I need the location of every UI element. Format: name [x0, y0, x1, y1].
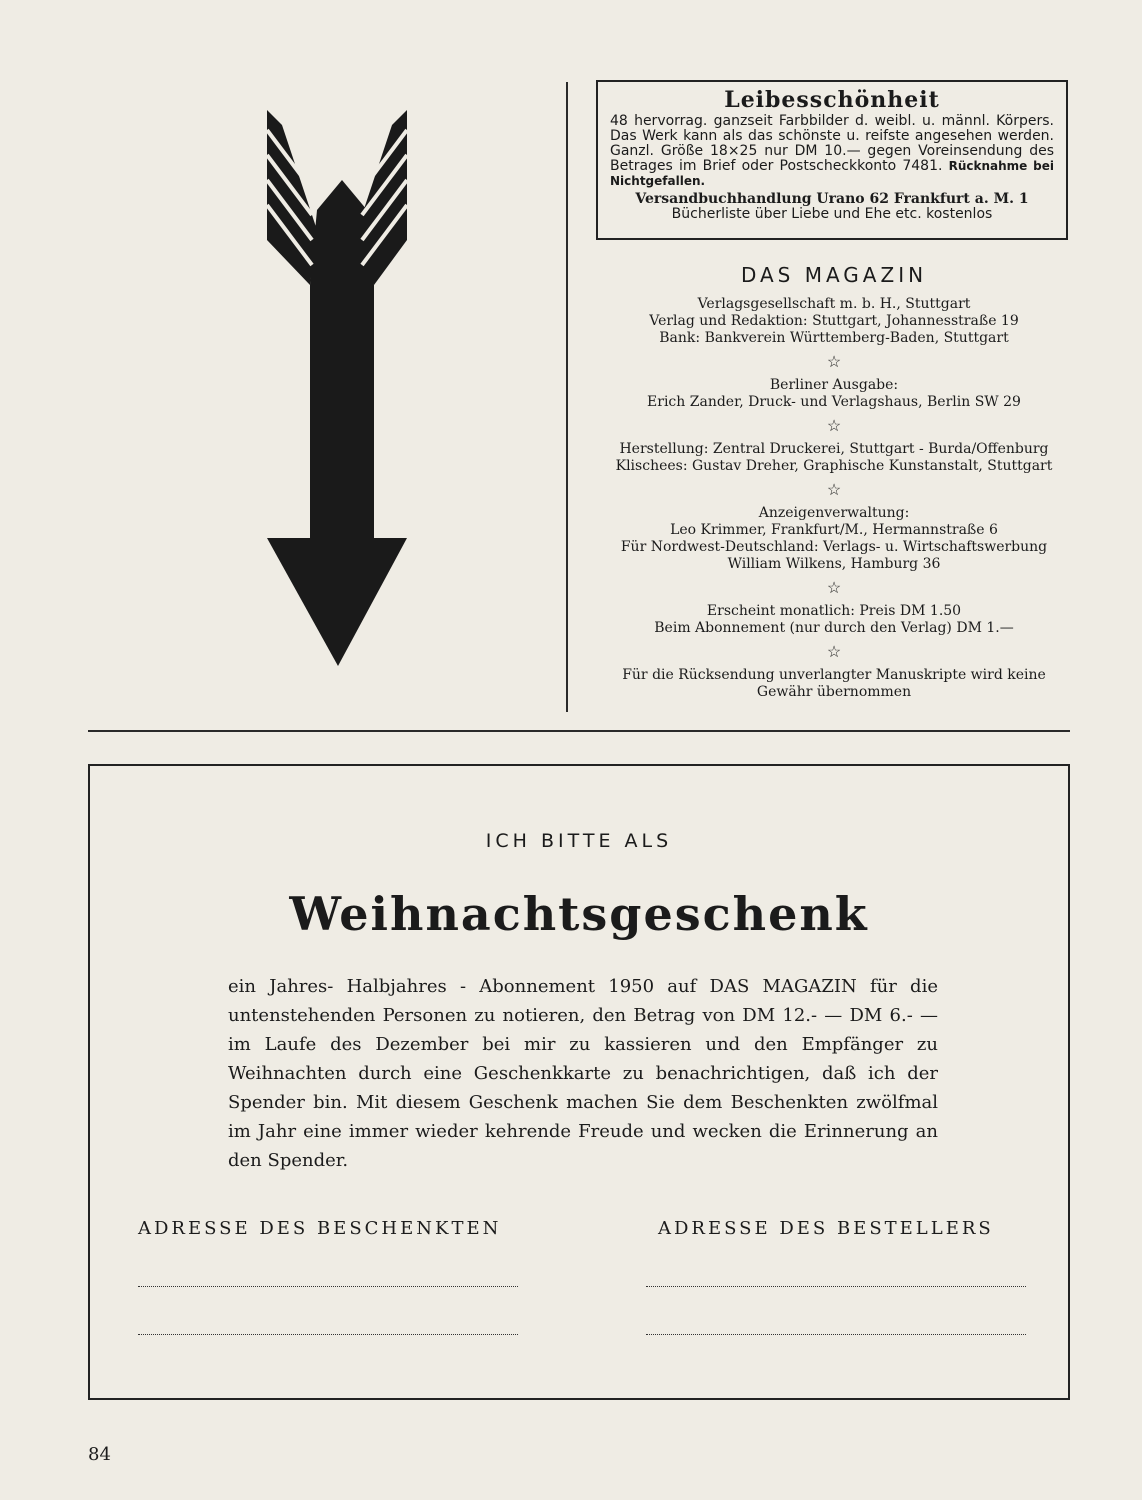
- magazine-title: DAS MAGAZIN: [740, 263, 928, 287]
- publisher-line: Bank: Bankverein Württemberg-Baden, Stuttgart: [659, 330, 1009, 346]
- form-headline: Weihnachtsgeschenk: [289, 887, 869, 941]
- price-line: Beim Abonnement (nur durch den Verlag) DM 1.—: [654, 620, 1014, 636]
- orderer-address-line[interactable]: [646, 1286, 1026, 1287]
- page-number: 84: [88, 1444, 111, 1465]
- production-line: Herstellung: Zentral Druckerei, Stuttgart - Burda/Offenburg: [619, 441, 1049, 457]
- ad-title: Leibesschönheit: [724, 87, 940, 113]
- star-icon: ☆: [826, 578, 842, 597]
- ad-note: Bücherliste über Liebe und Ehe etc. kostenlos: [671, 206, 993, 222]
- star-icon: ☆: [826, 352, 842, 371]
- section-divider: [88, 730, 1070, 732]
- address-recipient-label: ADRESSE DES BESCHENKTEN: [138, 1218, 502, 1239]
- disclaimer-line: Gewähr übernommen: [756, 684, 912, 700]
- ad-body: [610, 114, 1054, 189]
- address-orderer-label: ADRESSE DES BESTELLERS: [658, 1218, 994, 1239]
- ads-line: William Wilkens, Hamburg 36: [727, 556, 941, 572]
- ads-line: Anzeigenverwaltung:: [758, 505, 910, 521]
- star-icon: ☆: [826, 416, 842, 435]
- berlin-line: Berliner Ausgabe:: [769, 377, 899, 393]
- disclaimer-line: Für die Rücksendung unverlangter Manuskripte wird keine: [622, 667, 1046, 683]
- form-body: ein Jahres- Halbjahres - Abonnement 1950 auf DAS MAGAZIN für die untenstehenden Personen zu notieren, den Betrag von DM 12.- — DM 6.- — im Laufe des Dezember bei mir zu kassieren und den Empfänger zu Weihnachten durch eine Geschenkkarte zu benachrichtigen, daß ich der Spender bin. Mit diesem Geschenk machen Sie dem Beschenkten zwölfmal im Jahr eine immer wieder kehrende Freude und wecken die Erinnerung an den Spender.: [228, 976, 938, 1171]
- publisher-line: Verlagsgesellschaft m. b. H., Stuttgart: [697, 296, 971, 312]
- star-icon: ☆: [826, 480, 842, 499]
- orderer-address-line[interactable]: [646, 1334, 1026, 1335]
- form-kicker: ICH BITTE ALS: [485, 830, 673, 852]
- impressum: [592, 262, 1076, 701]
- production-line: Klischees: Gustav Dreher, Graphische Kunstanstalt, Stuttgart: [615, 458, 1053, 474]
- column-divider: [566, 82, 568, 712]
- price-line: Erscheint monatlich: Preis DM 1.50: [706, 603, 962, 619]
- ads-line: Für Nordwest-Deutschland: Verlags- u. Wirtschaftswerbung: [620, 539, 1048, 555]
- recipient-address-line[interactable]: [138, 1334, 518, 1335]
- ad-return-note: Rücknahme bei Nichtgefallen.: [610, 159, 1054, 188]
- recipient-address-line[interactable]: [138, 1286, 518, 1287]
- arrow-down-graphic: [262, 100, 412, 670]
- berlin-line: Erich Zander, Druck- und Verlagshaus, Berlin SW 29: [647, 394, 1021, 410]
- star-icon: ☆: [826, 642, 842, 661]
- order-form: [88, 764, 1070, 1400]
- advertisement-box: [596, 80, 1068, 240]
- ad-body-text: 48 hervorrag. ganzseit Farbbilder d. weibl. u. männl. Körpers. Das Werk kann als das schönste u. reifste angesehen werden. Ganzl. Größe 18×25 nur DM 10.— gegen Voreinsendung des Betrages im Brief oder Postscheckkonto 7481.: [610, 113, 1054, 174]
- publisher-line: Verlag und Redaktion: Stuttgart, Johannesstraße 19: [649, 313, 1019, 329]
- ad-vendor: Versandbuchhandlung Urano 62 Frankfurt a. M. 1: [635, 191, 1029, 207]
- ads-line: Leo Krimmer, Frankfurt/M., Hermannstraße 6: [670, 522, 998, 538]
